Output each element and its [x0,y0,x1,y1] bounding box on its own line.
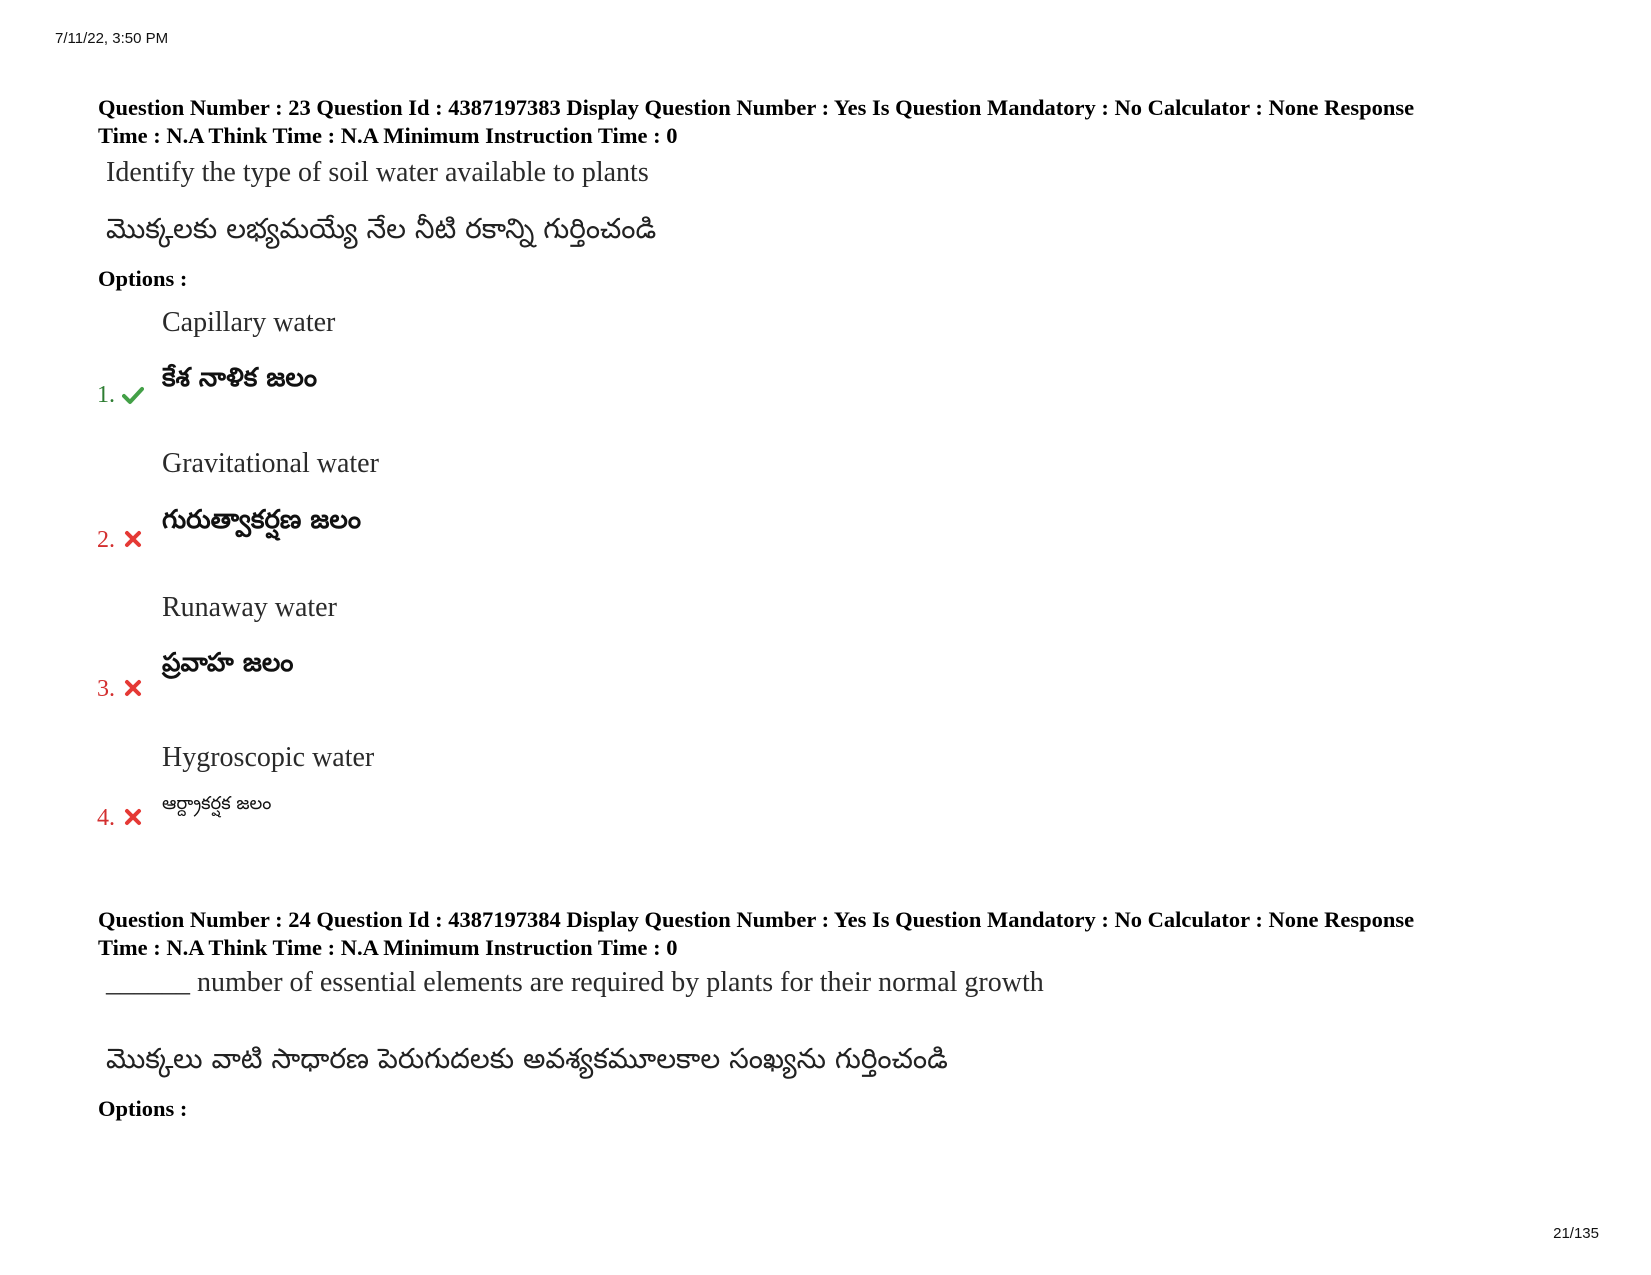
question-23-options-label: Options : [98,266,188,291]
option-4-number: 4. [97,805,115,831]
question-23-header-line2: Time : N.A Think Time : N.A Minimum Instruction Time : 0 [98,123,678,148]
option-2-number: 2. [97,527,115,553]
question-24-text-te: మొక్కలు వాటి సాధారణ పెరుగుదలకు అవశ్యకమూలకాల సంఖ్యను గుర్తించండి [106,1042,948,1075]
option-3-text-en: Runaway water [162,592,337,623]
question-23-text-en: Identify the type of soil water available to plants [106,157,649,188]
option-4-text-en: Hygroscopic water [162,742,375,773]
cross-icon [122,677,144,699]
page-number: 21/135 [1553,1225,1599,1242]
question-24-header-line2: Time : N.A Think Time : N.A Minimum Instruction Time : 0 [98,935,678,960]
question-24-header-line1: Question Number : 24 Question Id : 4387197384 Display Question Number : Yes Is Question Mandatory : No Calculator : None Response [98,907,1415,932]
option-2-text-en: Gravitational water [162,448,379,479]
question-23-header [98,94,1578,150]
question-24-header [98,906,1578,962]
question-23-text-te: మొక్కలకు లభ్యమయ్యే నేల నీటి రకాన్ని గుర్తించండి [106,212,657,245]
option-1-number: 1. [97,382,115,408]
question-23-header-line1: Question Number : 23 Question Id : 4387197383 Display Question Number : Yes Is Question Mandatory : No Calculator : None Response [98,95,1415,120]
option-2-text-te: గురుత్వాకర్షణ జలం [162,505,362,535]
option-4-text-te: ఆర్ద్రాకర్షక జలం [162,793,272,814]
print-date: 7/11/22, 3:50 PM [55,30,169,47]
option-1-text-en: Capillary water [162,307,336,338]
option-3-number: 3. [97,676,115,702]
option-3-text-te: ప్రవాహ జలం [162,648,294,678]
question-24-text-en: ______ number of essential elements are required by plants for their normal growth [106,967,1044,998]
check-icon [122,384,144,406]
question-24-options-label: Options : [98,1096,188,1121]
cross-icon [122,528,144,550]
cross-icon [122,806,144,828]
option-1-text-te: కేశ నాళిక జలం [162,363,318,393]
